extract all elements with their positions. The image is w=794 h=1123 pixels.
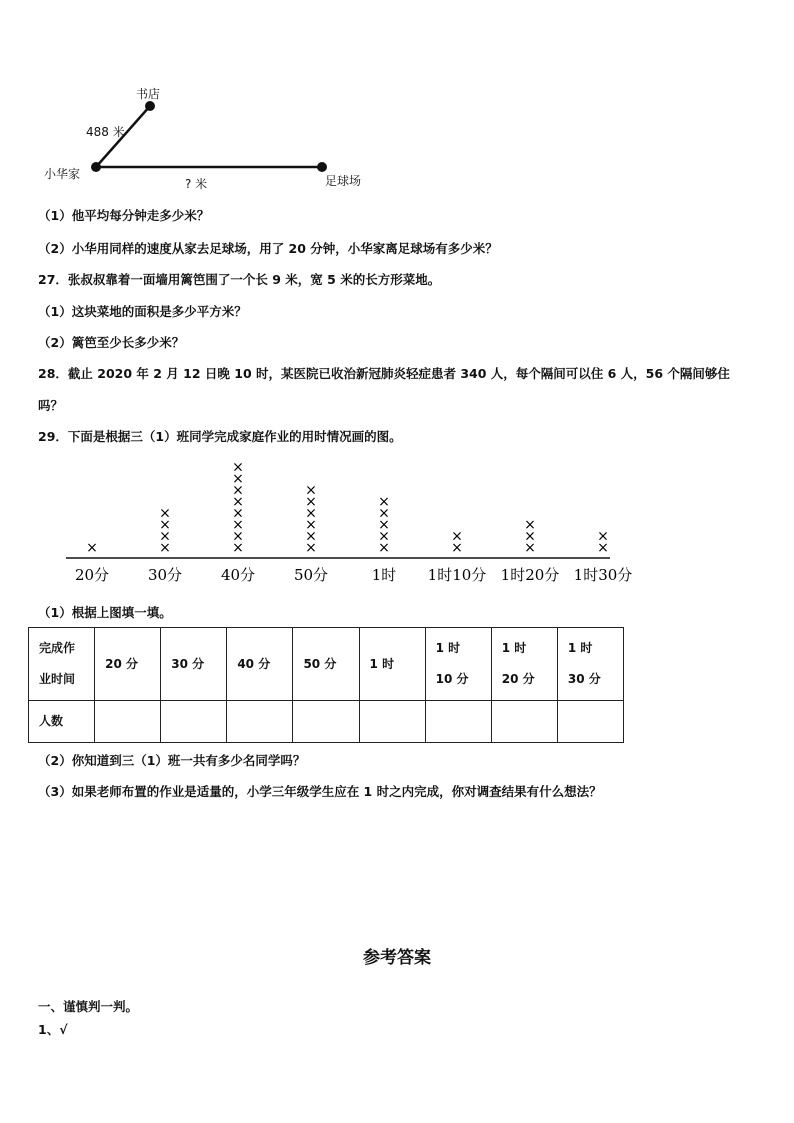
x-tick-label: 1时30分: [573, 566, 633, 584]
x-mark: ×: [378, 505, 390, 522]
homework-line-plot: [0, 450, 794, 590]
x-mark: ×: [232, 482, 244, 499]
q28-line1: 28．截止 2020 年 2 月 12 日晚 10 时，某医院已收治新冠肺炎轻症患者 340 人，每个隔间可以住 6 人，56 个隔间够住: [38, 366, 730, 381]
x-mark: ×: [305, 505, 317, 522]
time-cell: 20 分: [95, 628, 161, 701]
x-mark: ×: [378, 528, 390, 545]
count-blank-cell[interactable]: [95, 701, 161, 743]
x-mark: ×: [159, 540, 171, 556]
x-mark: ×: [305, 528, 317, 545]
x-mark: ×: [378, 517, 390, 533]
distance-known-label: 488 米: [86, 125, 125, 139]
time-row: [29, 628, 624, 701]
x-tick-label: 50分: [293, 566, 329, 584]
q28-line2: 吗？: [38, 398, 64, 413]
x-mark: ×: [378, 540, 390, 556]
x-tick-label: 20分: [74, 566, 110, 584]
x-mark: ×: [86, 540, 98, 556]
q29-fill-prompt: （1）根据上图填一填。: [38, 605, 172, 620]
x-mark: ×: [232, 528, 244, 545]
q27-sub1: （1）这块菜地的面积是多少平方米？: [38, 304, 247, 319]
answer-section-title: 一、谨慎判一判。: [38, 999, 139, 1014]
home-label: 小华家: [44, 167, 81, 181]
x-mark: ×: [232, 517, 244, 533]
time-header-cell: 完成作 业时间: [29, 628, 95, 701]
route-diagram: [0, 0, 794, 200]
x-mark: ×: [159, 517, 171, 533]
x-mark: ×: [305, 494, 317, 510]
count-blank-cell[interactable]: [293, 701, 359, 743]
q29-sub2: （2）你知道到三（1）班一共有多少名同学吗？: [38, 753, 306, 768]
x-mark: ×: [232, 471, 244, 487]
time-cell: 50 分: [293, 628, 359, 701]
x-mark: ×: [232, 494, 244, 510]
x-mark: ×: [232, 505, 244, 522]
answer-item-1: 1、√: [38, 1022, 68, 1037]
count-blank-cell[interactable]: [425, 701, 491, 743]
time-cell: 1 时 10 分: [425, 628, 491, 701]
count-header-cell: 人数: [29, 701, 95, 743]
x-mark: ×: [451, 528, 463, 545]
x-tick-label: 1时10分: [427, 566, 487, 584]
stadium-point: [317, 162, 327, 172]
x-mark: ×: [524, 517, 536, 533]
x-tick-label: 40分: [220, 566, 256, 584]
x-tick-label: 30分: [147, 566, 183, 584]
x-tick-label: 1时20分: [500, 566, 560, 584]
count-blank-cell[interactable]: [359, 701, 425, 743]
time-cell: 1 时 20 分: [491, 628, 557, 701]
q27-stem: 27．张叔叔靠着一面墙用篱笆围了一个长 9 米，宽 5 米的长方形菜地。: [38, 272, 441, 287]
x-mark: ×: [232, 540, 244, 556]
x-mark: ×: [232, 459, 244, 476]
x-mark: ×: [305, 540, 317, 556]
time-cell: 40 分: [227, 628, 293, 701]
time-cell: 30 分: [161, 628, 227, 701]
time-cell: 1 时: [359, 628, 425, 701]
x-mark: ×: [524, 528, 536, 545]
time-cell: 1 时 30 分: [557, 628, 623, 701]
x-mark: ×: [305, 517, 317, 533]
answer-heading: 参考答案: [363, 948, 431, 968]
q27-sub2: （2）篱笆至少长多少米？: [38, 335, 185, 350]
bookstore-label: 书店: [136, 87, 161, 101]
q26-sub1: （1）他平均每分钟走多少米？: [38, 208, 210, 223]
home-point: [91, 162, 101, 172]
bookstore-point: [145, 101, 155, 111]
x-mark: ×: [159, 505, 171, 522]
x-tick-label: 1时: [371, 566, 397, 584]
q29-sub3: （3）如果老师布置的作业是适量的，小学三年级学生应在 1 时之内完成，你对调查结果有什么想法？: [38, 784, 602, 799]
count-blank-cell[interactable]: [557, 701, 623, 743]
x-mark: ×: [597, 540, 609, 556]
x-mark: ×: [305, 482, 317, 499]
x-mark: ×: [159, 528, 171, 545]
q26-sub2: （2）小华用同样的速度从家去足球场，用了 20 分钟，小华家离足球场有多少米？: [38, 241, 498, 256]
distance-unknown-label: ? 米: [185, 177, 208, 191]
count-blank-cell[interactable]: [227, 701, 293, 743]
x-mark: ×: [597, 528, 609, 545]
count-blank-cell[interactable]: [491, 701, 557, 743]
x-mark: ×: [378, 494, 390, 510]
stadium-label: 足球场: [325, 174, 362, 188]
x-mark: ×: [451, 540, 463, 556]
homework-time-table: [28, 627, 624, 743]
count-blank-cell[interactable]: [161, 701, 227, 743]
q29-stem: 29．下面是根据三（1）班同学完成家庭作业的用时情况画的图。: [38, 429, 402, 444]
count-row: [29, 701, 624, 743]
x-mark: ×: [524, 540, 536, 556]
